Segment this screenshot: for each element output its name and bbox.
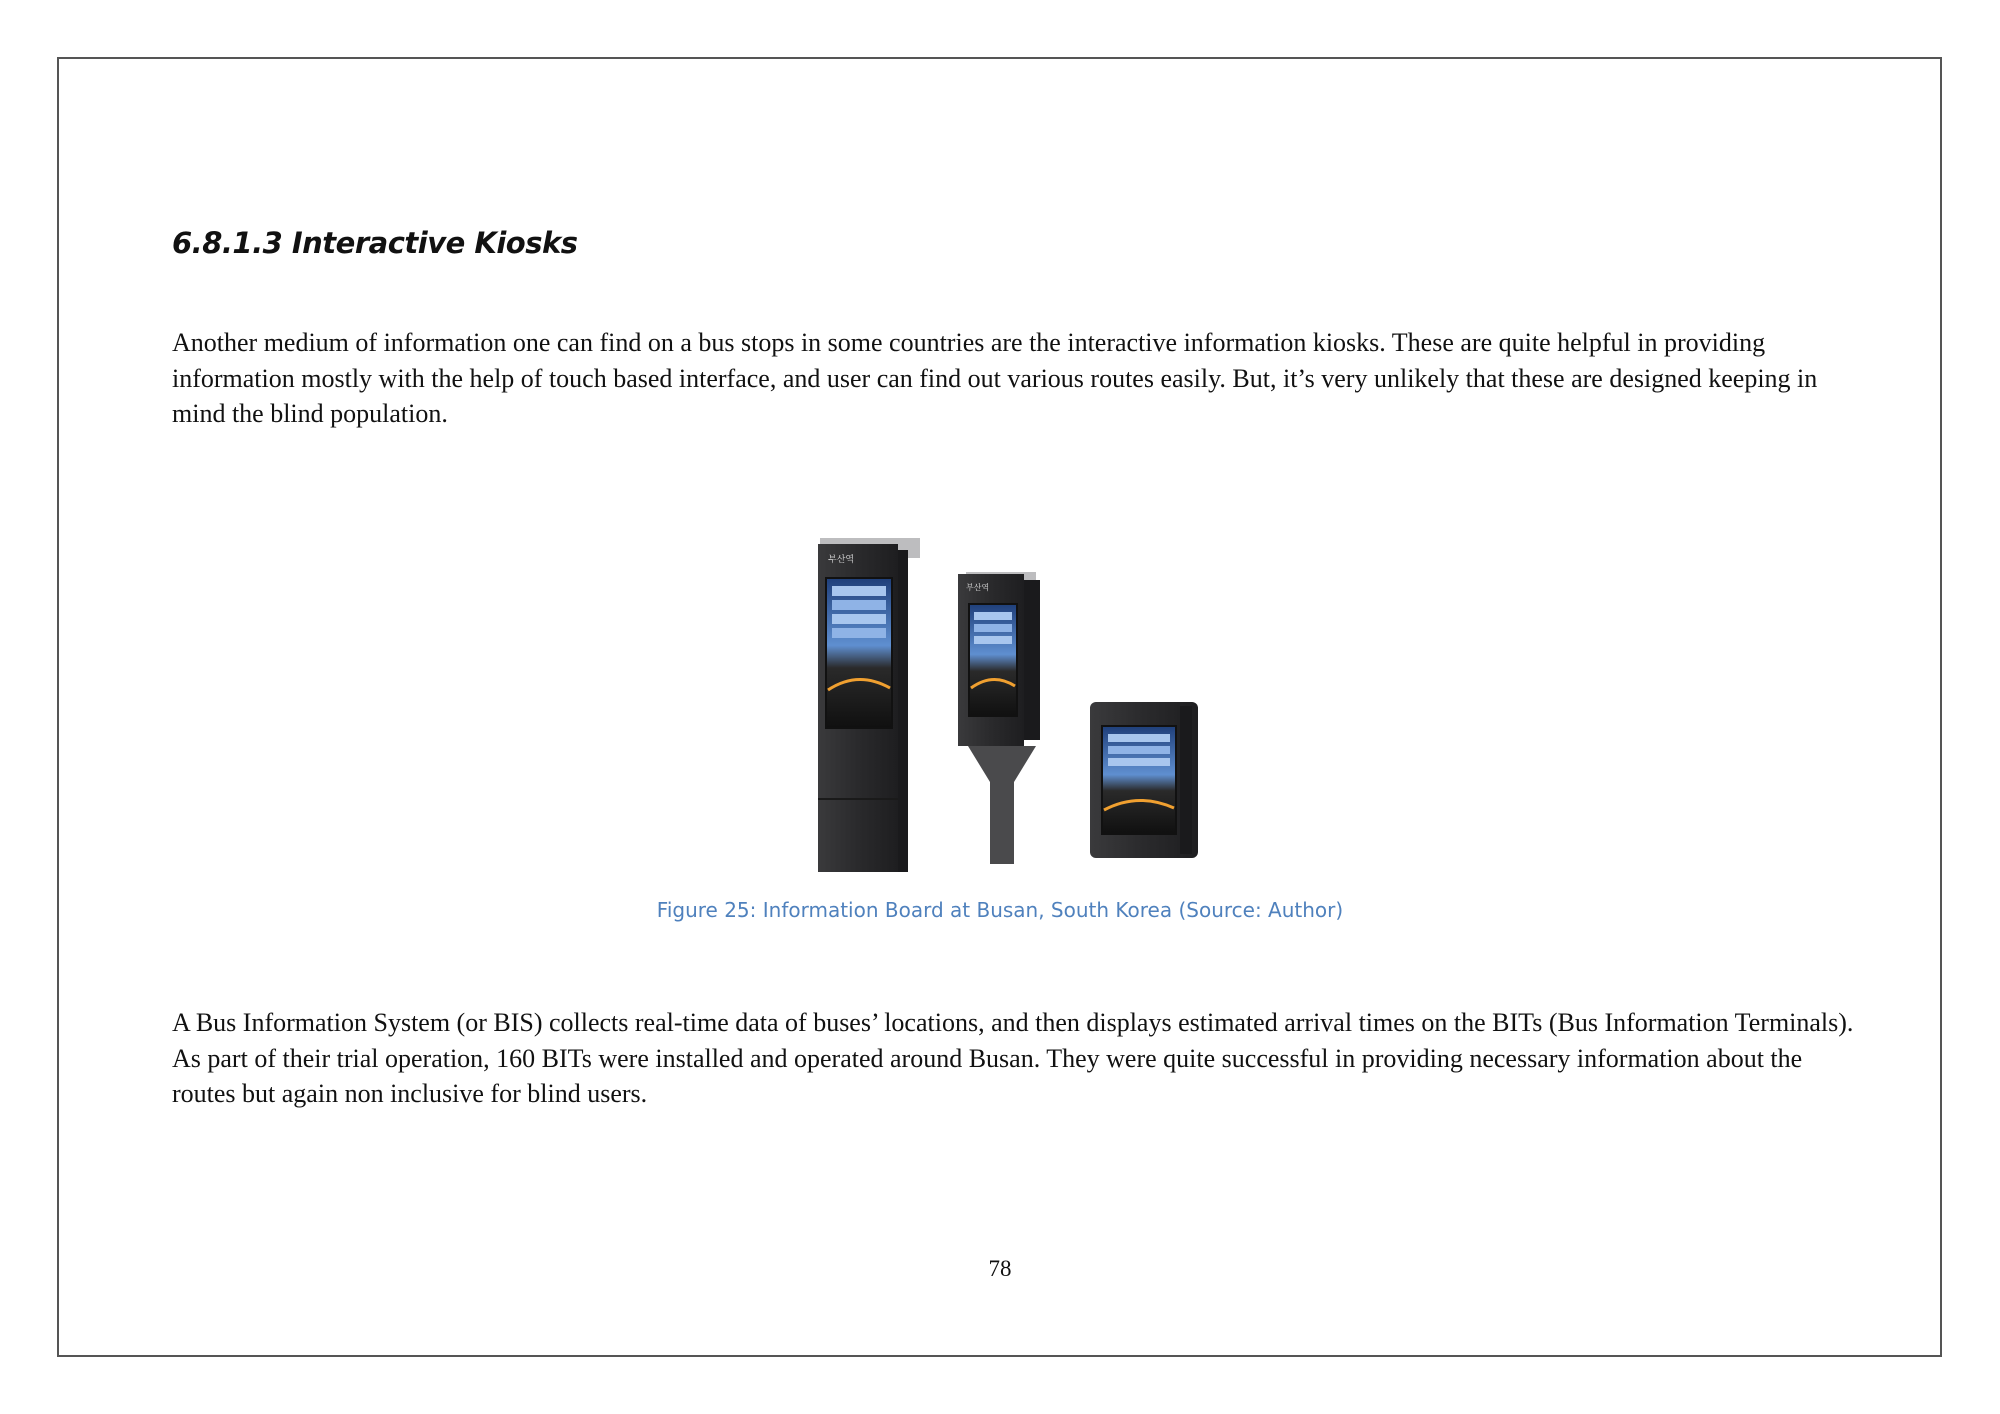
medium-kiosk-sign: 부산역 xyxy=(966,583,990,592)
page-number: 78 xyxy=(988,1256,1012,1281)
tall-kiosk xyxy=(818,538,920,872)
body-paragraph-kiosks: Another medium of information one can find on a bus stops in some countries are the interactive information kiosks. These are quite helpful in providing information mostly with the help of touch based interface, and user can find out various routes easily. But, it’s very unlikely that these are designed keeping in mind the blind population. xyxy=(172,328,1818,428)
figure-caption: Figure 25: Information Board at Busan, South Korea (Source: Author) xyxy=(656,898,1344,922)
body-paragraph-bis: A Bus Information System (or BIS) collects real-time data of buses’ locations, and then displays estimated arrival times on the BITs (Bus Information Terminals). As part of their trial operation, 160 BITs were installed and operated around Busan. They were quite successful in providing necessary information about the routes but again non inclusive for blind users. xyxy=(172,1008,1854,1108)
tall-kiosk-sign: 부산역 xyxy=(828,555,855,565)
kiosk-figure-image xyxy=(778,520,1208,872)
wall-kiosk xyxy=(1090,702,1198,858)
section-heading: 6.8.1.3 Interactive Kiosks xyxy=(172,226,578,260)
